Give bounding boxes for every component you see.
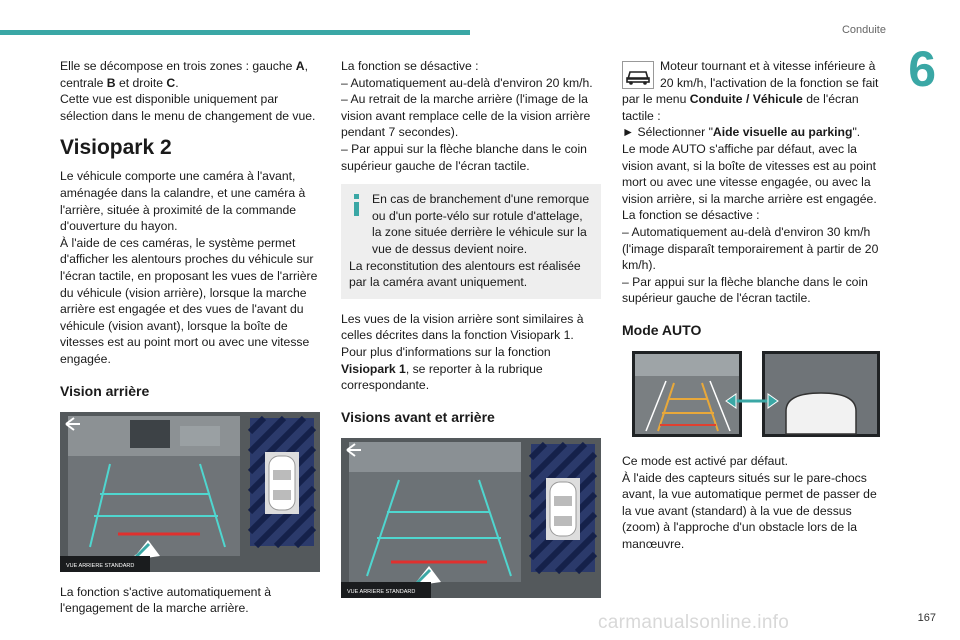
subsection-heading: Mode AUTO (622, 321, 702, 338)
subsection-heading: Vision arrière (60, 382, 150, 399)
car-engine-running-icon (622, 61, 654, 89)
deactivation-item: – Automatiquement au-delà d'environ 30 km/h (l'image disparaît temporairement à partir de 20 km/h). (622, 224, 879, 273)
deactivation-title: La fonction se désactive : (622, 208, 760, 223)
screen-label: VUE ARRIERE STANDARD (347, 588, 416, 595)
subsection-heading: Visions avant et arrière (341, 408, 495, 425)
watermark: carmanualsonline.info (598, 612, 790, 633)
front-rear-view-screen-image (341, 438, 601, 598)
info-icon (349, 194, 363, 216)
deactivation-title: La fonction se désactive : (341, 59, 479, 73)
paragraph: À l'aide de ces caméras, le système permet d'afficher les alentours proches du véhicule sur l'écran tactile, en proposant les vues de l'arrière du véhicule (vision arrière), lorsque la marche arrière est engagée et des vues de l'avant du véhicule (vision avant), lorsque la boîte de vitesses est au point mort ou avec une vitesse engagée. (60, 235, 318, 366)
paragraph: Les vues de la vision arrière sont similaires à celles décrites dans la fonction Visiopark 1. (341, 311, 584, 343)
column-middle (341, 58, 601, 610)
paragraph: À l'aide des capteurs situés sur le pare-chocs avant, la vue automatique permet de passer de la vue avant (standard) à la vue de dessus (zoom) à l'approche d'un obstacle lors de la manœuvre. (622, 470, 877, 551)
info-box (341, 184, 601, 299)
paragraph: Ce mode est activé par défaut. (622, 453, 788, 468)
paragraph: Le mode AUTO s'affiche par défaut, avec la vision avant, si la boîte de vitesses est au point mort ou avec une vitesse engagée, ou avec la vision arrière, si la marche arrière est engagée. (622, 141, 877, 206)
chapter-number: 6 (908, 41, 936, 97)
column-right (622, 58, 882, 552)
info-text: En cas de branchement d'une remorque ou d'un porte-vélo sur rotule d'attelage, la zone située derrière le véhicule sur la vue de dessus devient noire. (372, 192, 590, 256)
section-heading: Visiopark 2 (60, 136, 172, 160)
paragraph: Le véhicule comporte une caméra à l'avant, aménagée dans la calandre, et une caméra à l'arrière, située à proximité de la commande d'ouverture du hayon. (60, 169, 306, 234)
screen-label: VUE ARRIERE STANDARD (66, 562, 135, 569)
paragraph: Moteur tournant et à vitesse inférieure à 20 km/h, l'activation de la fonction se fait par le menu Conduite / Véhicule de l'écran tactile : (622, 59, 879, 123)
header-accent-bar (0, 30, 470, 35)
column-left (60, 58, 320, 617)
deactivation-item: – Par appui sur la flèche blanche dans le coin supérieur gauche de l'écran tactile. (341, 141, 587, 173)
deactivation-item: – Automatiquement au-delà d'environ 20 km/h. (341, 75, 593, 90)
intro-line-1: Elle se décompose en trois zones : gauche A, (60, 59, 308, 73)
instruction-step: ► Sélectionner "Aide visuelle au parking". (622, 125, 861, 140)
deactivation-item: – Au retrait de la marche arrière (l'image de la vision avant remplace celle de la vision arrière pendant 7 secondes). (341, 92, 591, 140)
deactivation-item: – Par appui sur la flèche blanche dans le coin supérieur gauche de l'écran tactile. (622, 274, 868, 306)
caption: La fonction s'active automatiquement à l'engagement de la marche arrière. (60, 584, 271, 616)
paragraph: Pour plus d'informations sur la fonction Visiopark 1, se reporter à la rubrique correspondante. (341, 344, 551, 393)
info-text: La reconstitution des alentours est réalisée par la caméra avant uniquement. (349, 258, 581, 290)
section-title: Conduite (841, 24, 886, 36)
auto-mode-figure (622, 351, 882, 441)
page-number: 167 (917, 612, 936, 624)
intro-line-3: Cette vue est disponible uniquement par sélection dans le menu de changement de vue. (60, 92, 316, 123)
intro-line-2: centrale B et droite C. (60, 75, 179, 90)
rear-view-screen-image (60, 412, 320, 572)
